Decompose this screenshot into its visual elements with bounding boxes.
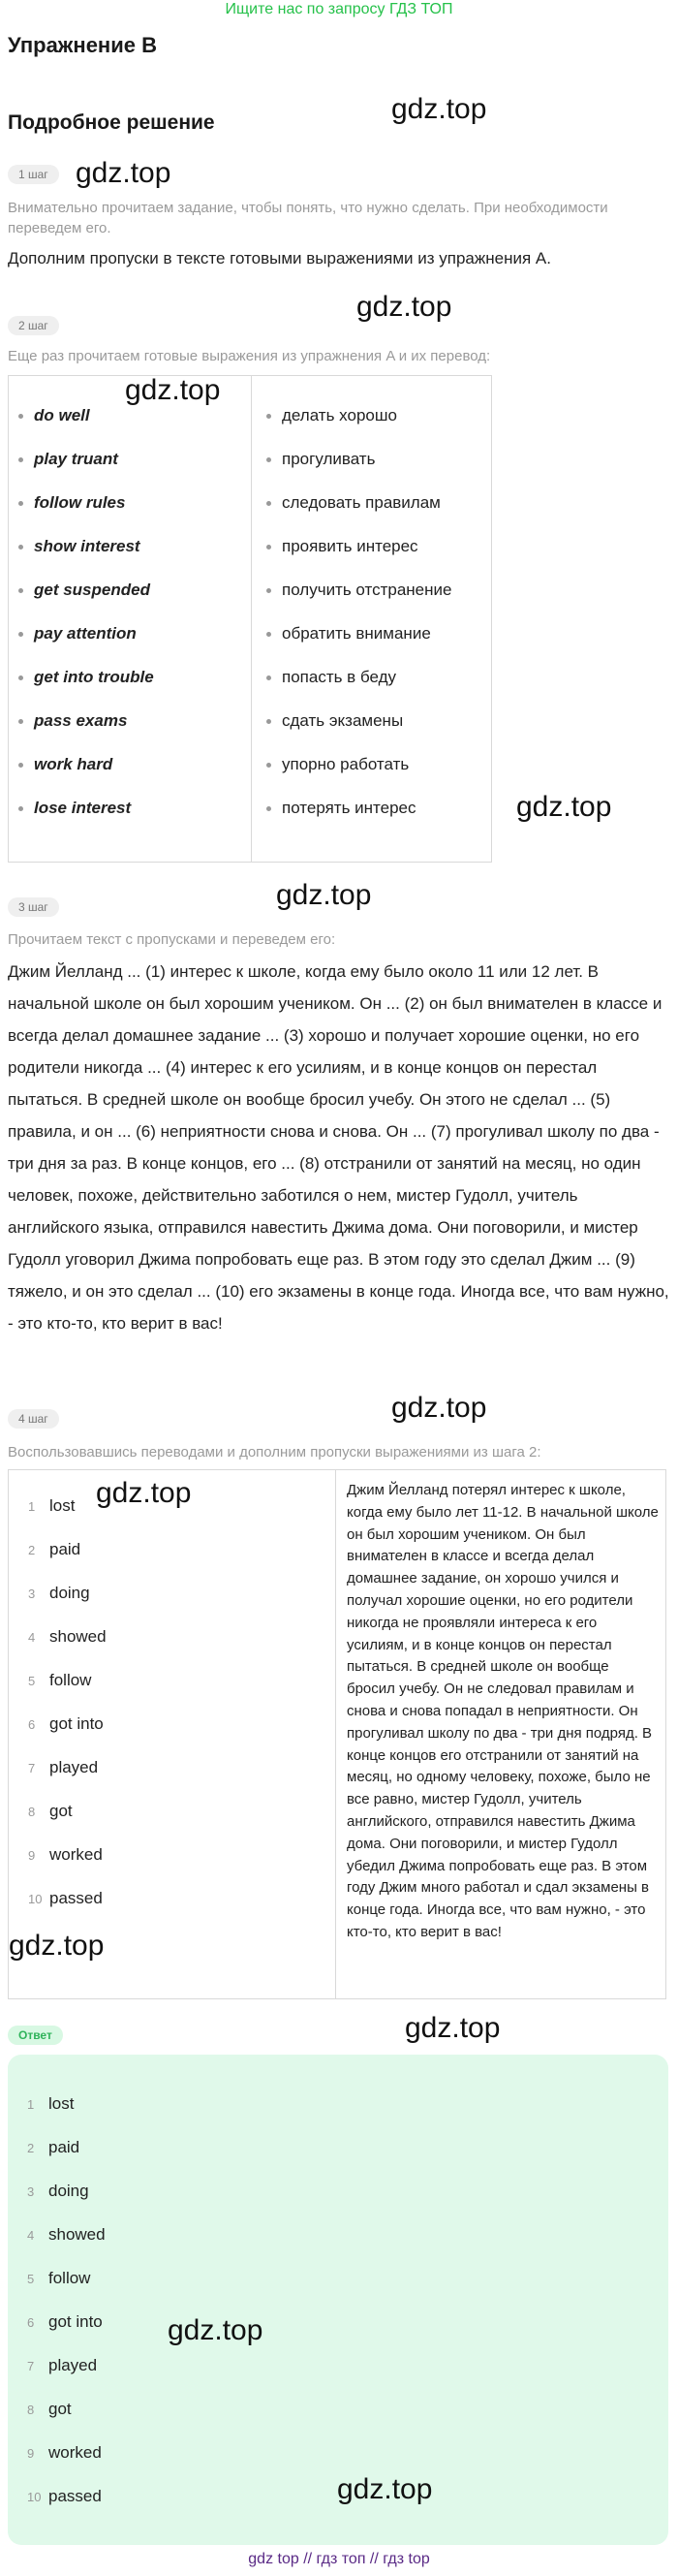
search-banner: Ищите нас по запросу ГДЗ ТОП [225,1,453,17]
watermark: gdz.top [9,1930,105,1962]
list-item: 8 got [28,1802,73,1820]
table-divider [251,376,252,862]
phrase-ru: получить отстранение [282,576,451,605]
phrase-ru: попасть в беду [282,663,396,692]
step-2-hint: Еще раз прочитаем готовые выражения из упражнения A и их перевод: [8,348,491,364]
phrase-ru: проявить интерес [282,532,418,561]
step-1-text: Дополним пропуски в тексте готовыми выражениями из упражнения A. [8,249,551,267]
answer-panel [8,2055,668,2545]
fill-in-table [8,1469,666,1999]
answer-item: 3 doing [27,2182,89,2200]
phrase-ru: делать хорошо [282,401,397,430]
answer-item: 10 passed [27,2487,102,2505]
list-item: 10 passed [28,1889,103,1907]
step-1-badge: 1 шаг [8,165,59,184]
table-divider [335,1470,336,1998]
phrase-en: play truant [34,445,118,474]
answer-item: 6 got into [27,2312,103,2331]
list-item: 9 worked [28,1845,103,1864]
answer-item: 1 lost [27,2094,75,2113]
watermark: gdz.top [356,291,452,323]
list-item: 1 lost [28,1496,76,1515]
step-4-hint: Воспользовавшись переводами и дополним пропуски выражениями из шага 2: [8,1444,541,1461]
translated-text: Джим Йелланд потерял интерес к школе, когда ему было лет 11-12. В начальной школе он был хорошим учеником. Он был внимателен в классе и всегда делал домашнее задание, он хорошо учился и получал хорошие оценки, но его родители никогда не проявляли интереса к его усилиям, и в конце концов он перестал пытаться. В средней школе он вообще бросил учебу. Он не следовал правилам и снова и снова попадал в неприятности. Он прогуливал школу по два - три дня подряд. В конце концов его отстранили от занятий на месяц, но одному человеку, похоже, было не все равно, мистер Гудолл, учитель английского, отправился навестить Джима дома. Они поговорили, и мистер Гудолл убедил Джима попробовать еще раз. В этом году Джим много работал и сдал экзамены в конце года. Иногда все, что вам нужно, - это кто-то, кто верит в вас! [347,1482,659,1940]
watermark: gdz.top [391,1392,487,1424]
watermark: gdz.top [337,2473,433,2505]
phrase-en: pay attention [34,619,137,648]
phrase-en: lose interest [34,794,131,823]
phrase-ru: потерять интерес [282,794,416,823]
phrase-en: get suspended [34,576,150,605]
answer-item: 4 showed [27,2225,106,2244]
step-3-badge: 3 шаг [8,897,59,917]
phrase-en: do well [34,401,90,430]
answer-item: 7 played [27,2356,98,2374]
phrase-en: pass exams [34,707,127,736]
watermark: gdz.top [168,2314,263,2346]
phrase-en: work hard [34,750,112,779]
phrase-ru: обратить внимание [282,619,431,648]
vocabulary-table [8,375,492,863]
watermark: gdz.top [96,1477,192,1509]
list-item: 4 showed [28,1627,107,1646]
phrase-en: get into trouble [34,663,154,692]
phrase-ru: следовать правилам [282,488,441,518]
watermark: gdz.top [516,791,612,823]
list-item: 6 got into [28,1714,104,1733]
phrase-en: follow rules [34,488,125,518]
step-4-badge: 4 шаг [8,1409,59,1429]
answer-item: 5 follow [27,2269,91,2287]
step-3-hint: Прочитаем текст с пропусками и переведем его: [8,931,336,948]
phrase-ru: прогуливать [282,445,375,474]
watermark: gdz.top [125,374,221,406]
list-item: 2 paid [28,1540,81,1558]
phrase-en: show interest [34,532,140,561]
watermark: gdz.top [391,93,487,125]
answer-item: 8 got [27,2400,72,2418]
phrase-ru: упорно работать [282,750,409,779]
footer-links[interactable]: gdz top // гдз топ // гдз top [248,2551,430,2567]
answer-item: 2 paid [27,2138,80,2156]
answer-badge: Ответ [8,2026,63,2045]
step-3-text: Джим Йелланд ... (1) интерес к школе, когда ему было около 11 или 12 лет. В начальной школе он был хорошим учеником. Он ... (2) он был внимателен в классе и всегда делал домашнее задание ... (3) хорошо и получает хорошие оценки, но его родители никогда ... (4) интерес к его усилиям, и в конце концов он перестал пытаться. В средней школе он вообще бросил учебу. Он этого не сделал ... (5) правила, и он ... (6) неприятности снова и снова. Он ... (7) прогуливал школу по два - три дня за раз. В конце концов, его ... (8) отстранили от занятий на месяц, но один человек, похоже, действительно заботился о нем, мистер Гудолл, учитель английского языка, отправился навестить Джима дома. Они поговорили, и мистер Гудолл уговорил Джима попробовать еще раз. В этом году это сделал Джим ... (9) тяжело, и он это сделал ... (10) его экзамены в конце года. Иногда все, что вам нужно, - это кто-то, кто верит в вас! [8,962,669,1333]
step-2-badge: 2 шаг [8,316,59,335]
list-item: 7 played [28,1758,99,1776]
answer-item: 9 worked [27,2443,102,2462]
watermark: gdz.top [276,879,372,911]
list-item: 3 doing [28,1584,90,1602]
step-1-hint: Внимательно прочитаем задание, чтобы понять, что нужно сделать. При необходимости переведем его. [8,200,608,236]
solution-heading: Подробное решение [8,111,215,134]
watermark: gdz.top [405,2012,501,2044]
list-item: 5 follow [28,1671,92,1689]
watermark: gdz.top [76,157,171,189]
phrase-ru: сдать экзамены [282,707,403,736]
page-title: Упражнение B [8,33,157,57]
